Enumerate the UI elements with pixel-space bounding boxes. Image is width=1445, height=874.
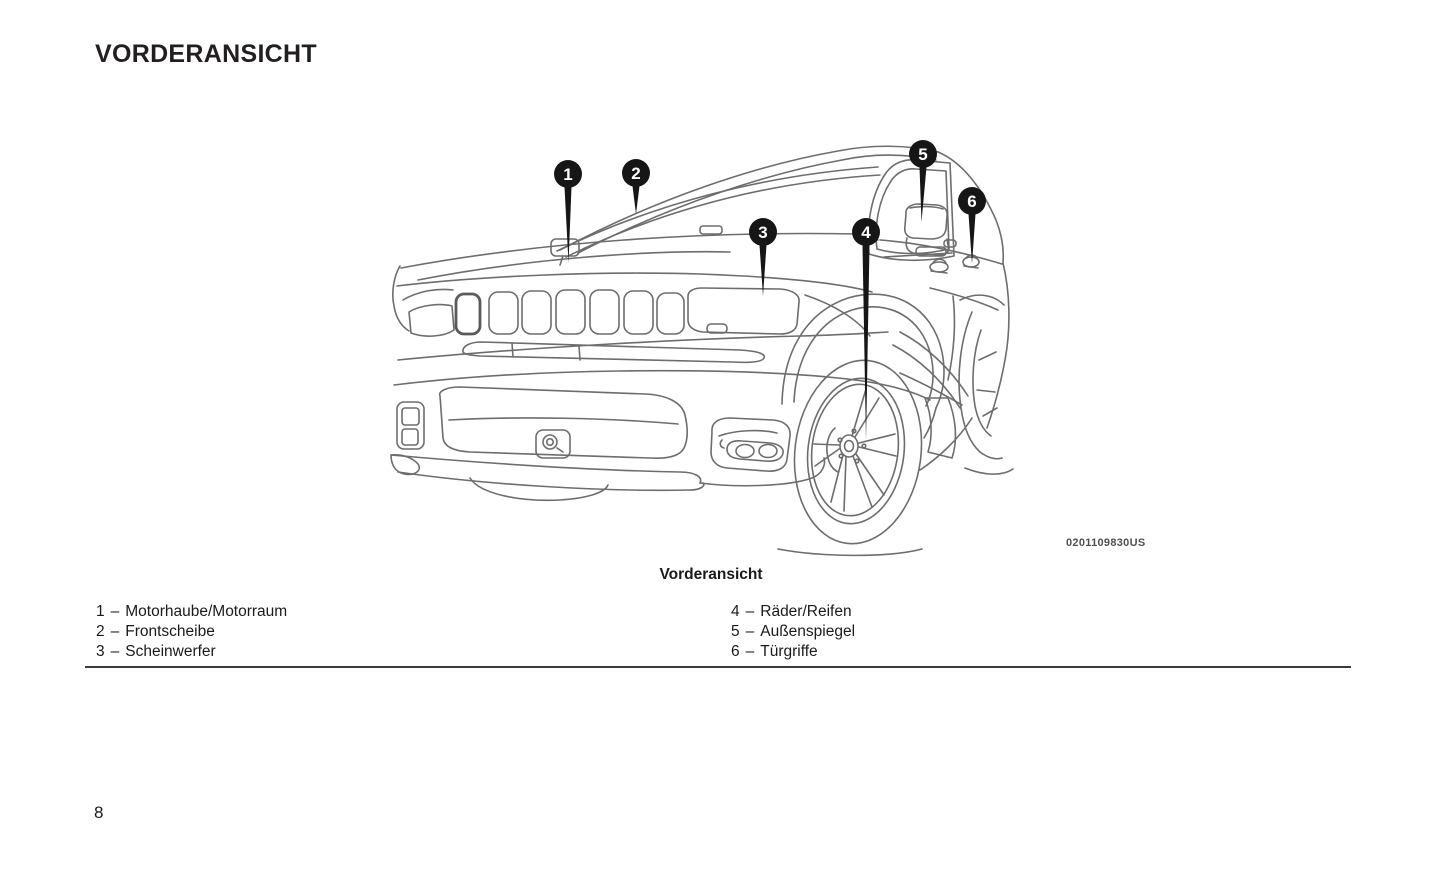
callout-number-1: 1 xyxy=(563,165,573,184)
callout-number-2: 2 xyxy=(631,164,641,183)
legend-separator: – xyxy=(745,643,755,660)
legend-item xyxy=(731,602,855,622)
legend-item xyxy=(731,622,855,642)
legend-item-number: 1 xyxy=(96,603,105,620)
section-divider xyxy=(85,666,1351,668)
legend-item-number: 5 xyxy=(731,623,740,640)
legend-item-label: Motorhaube/Motorraum xyxy=(125,603,288,620)
vehicle-body xyxy=(391,146,1013,555)
legend-column-left xyxy=(96,602,287,662)
legend-item-label: Frontscheibe xyxy=(125,623,215,640)
legend-separator: – xyxy=(110,643,120,660)
page-title: VORDERANSICHT xyxy=(95,40,317,68)
legend-separator: – xyxy=(110,623,120,640)
legend-item-number: 4 xyxy=(731,603,740,620)
legend-item xyxy=(731,642,855,662)
callout-number-3: 3 xyxy=(758,223,768,242)
callout-number-6: 6 xyxy=(967,192,977,211)
legend-item-label: Außenspiegel xyxy=(760,623,856,640)
legend-item-number: 6 xyxy=(731,643,740,660)
legend-item xyxy=(96,642,287,662)
callout-marker-2 xyxy=(622,159,650,214)
callout-number-5: 5 xyxy=(918,145,928,164)
legend-item-label: Türgriffe xyxy=(760,643,818,660)
callout-number-4: 4 xyxy=(861,223,871,242)
legend-item-label: Räder/Reifen xyxy=(760,603,852,620)
callout-marker-4 xyxy=(852,218,880,441)
legend-separator: – xyxy=(745,623,755,640)
legend-item-number: 3 xyxy=(96,643,105,660)
legend-item xyxy=(96,602,287,622)
figure-caption: Vorderansicht xyxy=(659,566,763,583)
page-number: 8 xyxy=(94,803,104,822)
legend-column-right xyxy=(731,602,855,662)
legend-item xyxy=(96,622,287,642)
legend-separator: – xyxy=(745,603,755,620)
callout-marker-5 xyxy=(909,140,937,222)
legend-item-label: Scheinwerfer xyxy=(125,643,216,660)
callout-marker-1 xyxy=(554,160,582,263)
legend-separator: – xyxy=(110,603,120,620)
legend-item-number: 2 xyxy=(96,623,105,640)
figure-code: 0201109830US xyxy=(1066,537,1146,549)
callout-marker-3 xyxy=(749,218,777,296)
